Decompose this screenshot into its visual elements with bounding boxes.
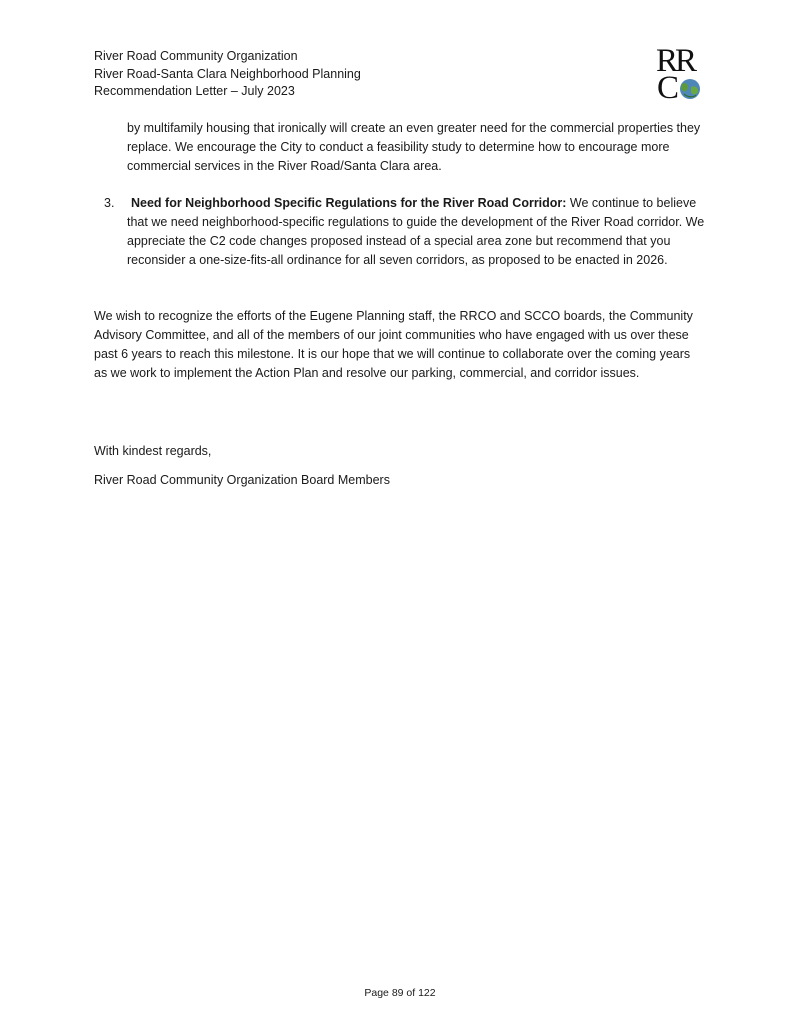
list-item-text: We continue to believe that we need neighborhood-specific regulations to guide the development of the River Road corridor. We appreciate the C2 code changes proposed instead of a special area zone but recommend that you reconsider a one-size-fits-all ordinance for all seven corridors, as proposed to be enacted in 2026. xyxy=(127,196,705,267)
closing-paragraph: We wish to recognize the efforts of the Eugene Planning staff, the RRCO and SCCO boards, the Community Advisory Committee, and all of the members of our joint communities who have engaged with us over these past 6 years to reach this milestone. It is our hope that we will continue to collaborate over the coming years as we work to implement the Action Plan and resolve our parking, commercial, and corridor issues. xyxy=(94,309,693,380)
page-number: Page 89 of 122 xyxy=(364,987,436,999)
letter-header xyxy=(94,48,361,101)
logo-c-text: C xyxy=(657,70,680,106)
header-organization: River Road Community Organization xyxy=(94,49,298,63)
list-item-3 xyxy=(94,194,706,270)
header-project: River Road-Santa Clara Neighborhood Planning xyxy=(94,66,361,81)
salutation: With kindest regards, xyxy=(94,444,212,458)
rrco-logo xyxy=(654,43,706,106)
signature: River Road Community Organization Board Members xyxy=(94,473,390,487)
list-item-number: 3. xyxy=(104,196,115,210)
logo-rr-text: RR xyxy=(656,43,695,79)
continuation-paragraph: by multifamily housing that ironically will create an even greater need for the commercial properties they replace. We encourage the City to conduct a feasibility study to determine how to encourage more commercial services in the River Road/Santa Clara area. xyxy=(127,121,701,173)
list-item-heading: Need for Neighborhood Specific Regulations for the River Road Corridor: xyxy=(131,196,567,210)
header-document-title: Recommendation Letter – July 2023 xyxy=(94,84,295,98)
globe-icon xyxy=(678,78,702,100)
